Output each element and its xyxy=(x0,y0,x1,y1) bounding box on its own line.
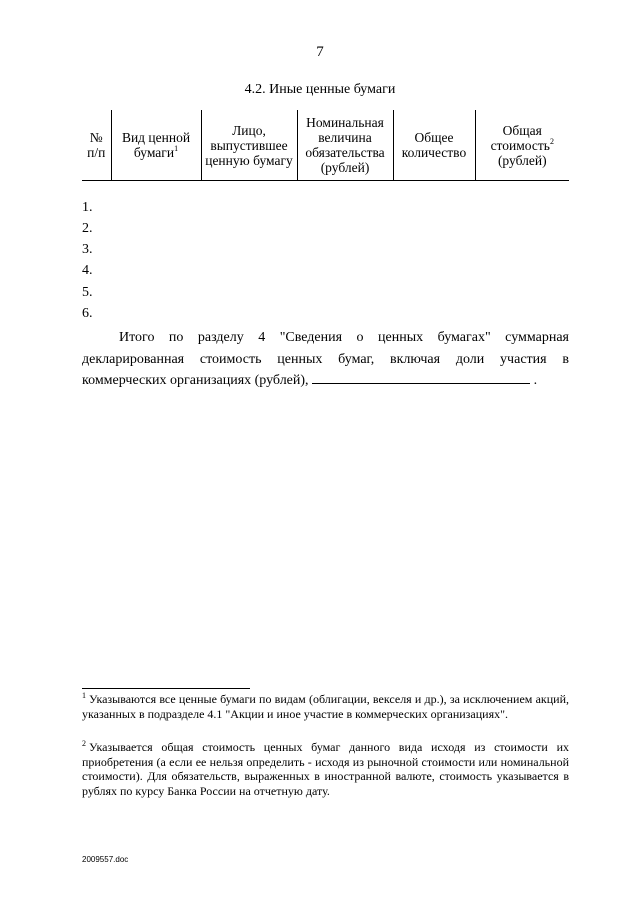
summary-end: . xyxy=(533,373,538,388)
table-header-row xyxy=(82,110,569,181)
row-number: 2. xyxy=(82,221,93,236)
footnote-text: Указываются все ценные бумаги по видам (облигации, векселя и др.), за исключением акций, указанных в подразделе 4.1 "Акции и иное участие в коммерческих организациях". xyxy=(82,692,569,721)
footnote-ref-2: 2 xyxy=(549,136,554,146)
row-number: 4. xyxy=(82,263,93,278)
footnote-ref-1: 1 xyxy=(174,144,179,153)
row-number: 6. xyxy=(82,306,93,321)
row-number: 3. xyxy=(82,242,93,257)
summary-paragraph xyxy=(82,327,569,392)
section-title: 4.2. Иные ценные бумаги xyxy=(244,82,396,97)
footnote-mark: 1 xyxy=(82,691,86,700)
securities-table xyxy=(82,110,569,181)
row-number: 1. xyxy=(82,200,93,215)
column-header-security-type: Вид ценной бумаги$^1$ xyxy=(111,110,201,181)
column-header-total-value: Общая стоимость$^2$ (рублей) xyxy=(475,110,569,181)
footnote-1 xyxy=(82,692,569,721)
footnote-text: Указывается общая стоимость ценных бумаг данного вида исходя из стоимости их приобретения (а если ее нельзя определить - исходя из рыночной стоимости или номинальной стоимости). Для обязательств, выраженных в иностранной валюте, стоимость указывается в рублях по курсу Банка России на отчетную дату. xyxy=(82,740,569,798)
footnote-separator xyxy=(82,688,250,689)
column-header-nominal-value: Номинальная величина обязательства (рублей) xyxy=(297,110,393,181)
footnote-2 xyxy=(82,740,569,798)
document-filename: 2009557.doc xyxy=(82,855,129,864)
page-number: 7 xyxy=(316,44,324,60)
column-header-number: № п/п xyxy=(82,110,111,181)
column-header-quantity: Общее количество xyxy=(393,110,475,181)
column-header-issuer: Лицо, выпустившее ценную бумагу xyxy=(201,110,297,181)
footnote-mark: 2 xyxy=(82,739,86,748)
summary-text: Итого по разделу 4 "Сведения о ценных бумагах" суммарная декларированная стоимость ценных бумаг, включая доли участия в коммерческих организациях (рублей), xyxy=(82,330,569,388)
amount-blank-line xyxy=(312,371,530,384)
row-number: 5. xyxy=(82,285,93,300)
